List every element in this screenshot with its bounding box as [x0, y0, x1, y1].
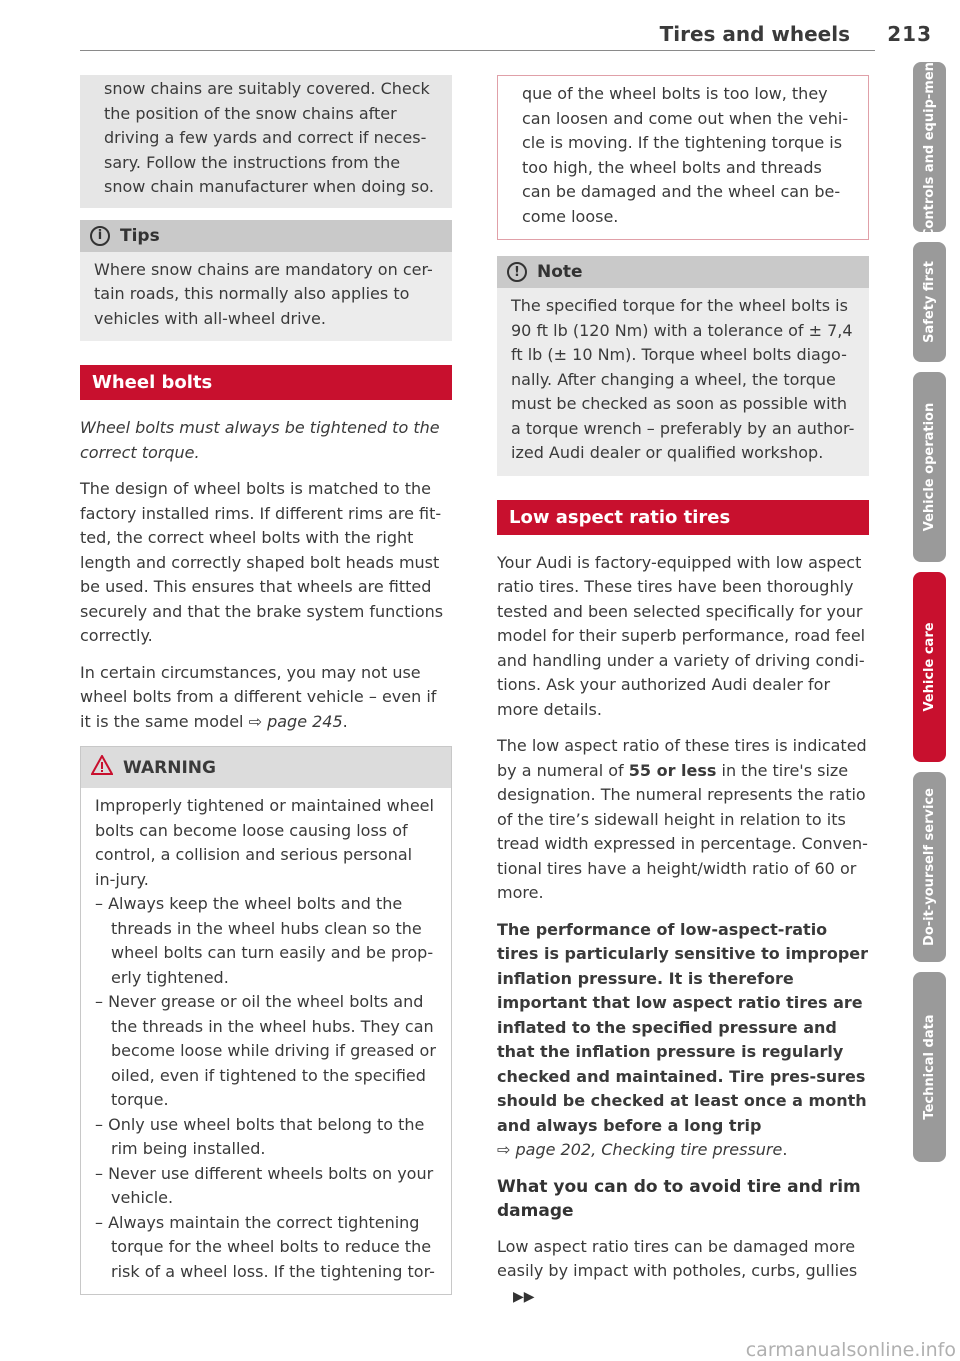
bold-ref-end: . — [782, 1140, 788, 1159]
tab-controls[interactable] — [913, 55, 946, 239]
para2-a: The low aspect ratio of these tires is indicated by a numeral of — [497, 736, 867, 780]
list-item: – Always maintain the correct tightening torque for the wheel bolts to reduce the risk of a wheel loss. If the tightening tor- — [95, 1211, 437, 1285]
tab-vehicle-operation[interactable] — [913, 372, 946, 562]
right-column — [497, 75, 869, 1321]
para2-bold: 55 or less — [628, 760, 717, 780]
exclamation-icon: ! — [507, 262, 527, 282]
low-aspect-para1: Your Audi is factory-equipped with low aspect ratio tires. These tires have been thoroughly tested and been selected specifically for your model for their superb performance, road feel and handling under a variety of driving condi-tions. Ask your authorized Audi dealer for more details. — [497, 552, 866, 719]
note-header — [497, 256, 869, 288]
section-title: Tires and wheels — [659, 22, 850, 46]
list-item: – Always keep the wheel bolts and the threads in the wheel hubs clean so the wheel bolts can turn easily and be prop-erly tightened. — [95, 892, 437, 990]
bold-text: The performance of low-aspect-ratio tires is particularly sensitive to improper inflation pressure. It is therefore important that low aspect ratio tires are inflated to the specified pressure and that the inflation pressure is regularly checked and maintained. Tire pres-sures should be checked at least once a month and always before a long trip — [497, 919, 869, 1135]
tab-label: Technical data — [921, 1014, 937, 1120]
snow-chains-box — [80, 75, 452, 208]
note-body: The specified torque for the wheel bolts is 90 ft lb (120 Nm) with a tolerance of ± 7,4 ft lb (± 10 Nm). Torque wheel bolts diago-nally. After changing a wheel, the torque must be checked as soon as possible with a torque wrench – preferably by an author-ized Audi dealer or qualified workshop. — [497, 288, 869, 476]
snow-chains-text: snow chains are suitably covered. Check the position of the snow chains after driving a few yards and correct if neces-sary. Follow the instructions from the snow chain manufacturer when doing so. — [104, 79, 434, 196]
tab-label: Vehicle care — [921, 622, 937, 712]
list-item: – Only use wheel bolts that belong to the rim being installed. — [95, 1113, 437, 1162]
tab-technical-data[interactable] — [913, 972, 946, 1162]
continue-arrow-icon: ▶▶ — [513, 1288, 535, 1305]
warning-continuation: que of the wheel bolts is too low, they can loosen and come out when the vehi-cle is moving. If the tightening torque is too high, the wheel bolts and threads can be damaged and the wheel can be-come loose. — [497, 75, 869, 240]
low-aspect-para2 — [497, 734, 869, 906]
chapter-tabs — [913, 55, 946, 1172]
left-column — [80, 75, 452, 1295]
warning-header — [80, 746, 452, 788]
warning-list — [95, 892, 437, 1284]
tab-diy-service[interactable] — [913, 772, 946, 962]
wheel-bolts-para1: The design of wheel bolts is matched to the factory installed rims. If different rims are fit-ted, the correct wheel bolts with the right length and correctly shaped bolt heads must be used. This ensures that wheels are fitted securely and that the brake system functions correctly. — [80, 479, 444, 645]
page-ref-link[interactable]: ⇨ page 202, Checking tire pressure — [497, 1140, 783, 1159]
tab-safety[interactable] — [913, 242, 946, 362]
warning-body — [80, 788, 452, 1295]
wheel-bolts-heading: Wheel bolts — [80, 365, 452, 400]
tips-body: Where snow chains are mandatory on cer-tain roads, this normally also applies to vehicles with all-wheel drive. — [80, 252, 452, 342]
wheel-bolts-para2 — [80, 661, 452, 735]
list-item: – Never use different wheels bolts on your vehicle. — [95, 1162, 437, 1211]
info-icon: i — [90, 226, 110, 246]
tips-label: Tips — [120, 225, 160, 246]
tab-vehicle-care[interactable] — [913, 572, 946, 762]
warning-triangle-icon — [91, 755, 113, 780]
page-number: 213 — [887, 22, 932, 46]
page-ref-link[interactable]: ⇨ page 245 — [248, 711, 343, 731]
tab-label: Vehicle operation — [921, 402, 937, 532]
tab-label: Controls and equip-ment — [921, 55, 937, 239]
list-item: – Never grease or oil the wheel bolts and the threads in the wheel hubs. They can become loose while driving if greased or oiled, even if tightened to the specified torque. — [95, 990, 437, 1113]
watermark: carmanualsonline.info — [745, 1339, 956, 1361]
wheel-bolts-lead: Wheel bolts must always be tightened to the correct torque. — [80, 418, 440, 462]
para2-end: . — [342, 711, 348, 731]
low-aspect-heading: Low aspect ratio tires — [497, 500, 869, 535]
bold-para — [497, 918, 869, 1163]
para2-text: In certain circumstances, you may not use wheel bolts from a different vehicle – even if it is the same model — [80, 662, 437, 731]
para3-text: Low aspect ratio tires can be damaged more easily by impact with potholes, curbs, gullies — [497, 1236, 858, 1280]
note-label: Note — [537, 262, 583, 282]
tab-label: Safety first — [921, 261, 937, 343]
avoid-damage-subheading: What you can do to avoid tire and rim damage — [497, 1176, 861, 1221]
low-aspect-para3 — [497, 1235, 869, 1310]
warning-label: WARNING — [123, 757, 216, 778]
warning-intro: Improperly tightened or maintained wheel bolts can become loose causing loss of control, a collision and serious personal in-jury. — [95, 796, 434, 889]
para2-c: in the tire's size designation. The numeral represents the ratio of the tire’s sidewall height in relation to its tread width expressed in percentage. Conven-tional tires have a height/width ratio of 60 or more. — [497, 760, 868, 902]
header-rule — [80, 50, 875, 51]
tips-header — [80, 220, 452, 252]
tab-label: Do-it-yourself service — [921, 788, 937, 946]
